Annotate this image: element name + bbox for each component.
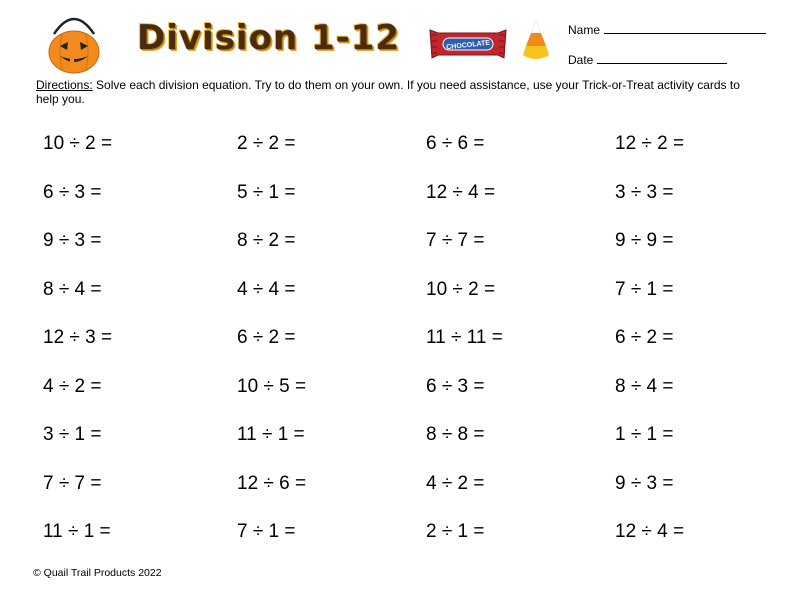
division-problem: 9 ÷ 3 = (615, 472, 674, 494)
candy-bar-label: CHOCOLATE (446, 39, 491, 52)
division-problem: 12 ÷ 2 = (615, 133, 685, 154)
division-problem: 6 ÷ 2 = (237, 327, 296, 348)
division-problem: 8 ÷ 4 = (43, 278, 102, 300)
division-problem: 8 ÷ 4 = (615, 375, 674, 397)
division-problem: 6 ÷ 3 = (426, 375, 485, 397)
division-problem: 10 ÷ 2 = (426, 278, 496, 300)
division-problem: 11 ÷ 1 = (43, 521, 111, 542)
pumpkin-bucket-icon (46, 12, 102, 74)
division-problem: 4 ÷ 4 = (237, 278, 296, 300)
division-problem: 4 ÷ 2 = (426, 472, 485, 494)
date-line[interactable] (597, 51, 727, 64)
division-problem: 4 ÷ 2 = (43, 375, 102, 397)
division-problem: 7 ÷ 7 = (43, 472, 102, 494)
division-problem: 3 ÷ 1 = (43, 424, 102, 445)
division-problem: 10 ÷ 2 = (43, 133, 113, 154)
division-problem: 9 ÷ 3 = (43, 230, 102, 251)
division-problem: 3 ÷ 3 = (615, 181, 674, 203)
worksheet-title: Division 1-12 (137, 18, 401, 58)
division-problem: 5 ÷ 1 = (237, 181, 296, 203)
name-label: Name (568, 23, 601, 37)
directions-label: Directions: (36, 78, 93, 92)
division-problem: 8 ÷ 2 = (237, 230, 296, 251)
chocolate-bar-icon (428, 27, 508, 61)
name-field[interactable] (568, 21, 766, 37)
division-problem: 1 ÷ 1 = (615, 424, 674, 445)
division-problem: 12 ÷ 6 = (237, 472, 307, 494)
division-problem: 6 ÷ 3 = (43, 181, 102, 203)
division-problem: 7 ÷ 7 = (426, 230, 485, 251)
problem-grid (43, 132, 763, 552)
division-problem: 11 ÷ 11 = (426, 327, 503, 348)
division-problem: 2 ÷ 2 = (237, 133, 296, 154)
division-problem: 7 ÷ 1 = (237, 521, 296, 542)
division-problem: 12 ÷ 4 = (615, 521, 685, 542)
division-problem: 12 ÷ 3 = (43, 327, 113, 348)
copyright-footer: © Quail Trail Products 2022 (33, 567, 162, 579)
division-problem: 2 ÷ 1 = (426, 521, 485, 542)
division-problem: 10 ÷ 5 = (237, 375, 307, 397)
division-problem: 9 ÷ 9 = (615, 230, 674, 251)
date-field[interactable] (568, 51, 727, 67)
division-problem: 6 ÷ 6 = (426, 133, 485, 154)
division-problem: 6 ÷ 2 = (615, 327, 674, 348)
date-label: Date (568, 53, 594, 67)
division-problem: 11 ÷ 1 = (237, 424, 305, 445)
directions-text: Solve each division equation. Try to do them on your own. If you need assistance, use your Trick-or-Treat activity cards to help you. (36, 78, 740, 106)
division-problem: 7 ÷ 1 = (615, 278, 674, 300)
division-problem: 8 ÷ 8 = (426, 424, 485, 445)
candy-corn-icon (521, 19, 551, 62)
directions (36, 78, 756, 106)
division-problem: 12 ÷ 4 = (426, 181, 496, 203)
name-line[interactable] (604, 21, 766, 34)
